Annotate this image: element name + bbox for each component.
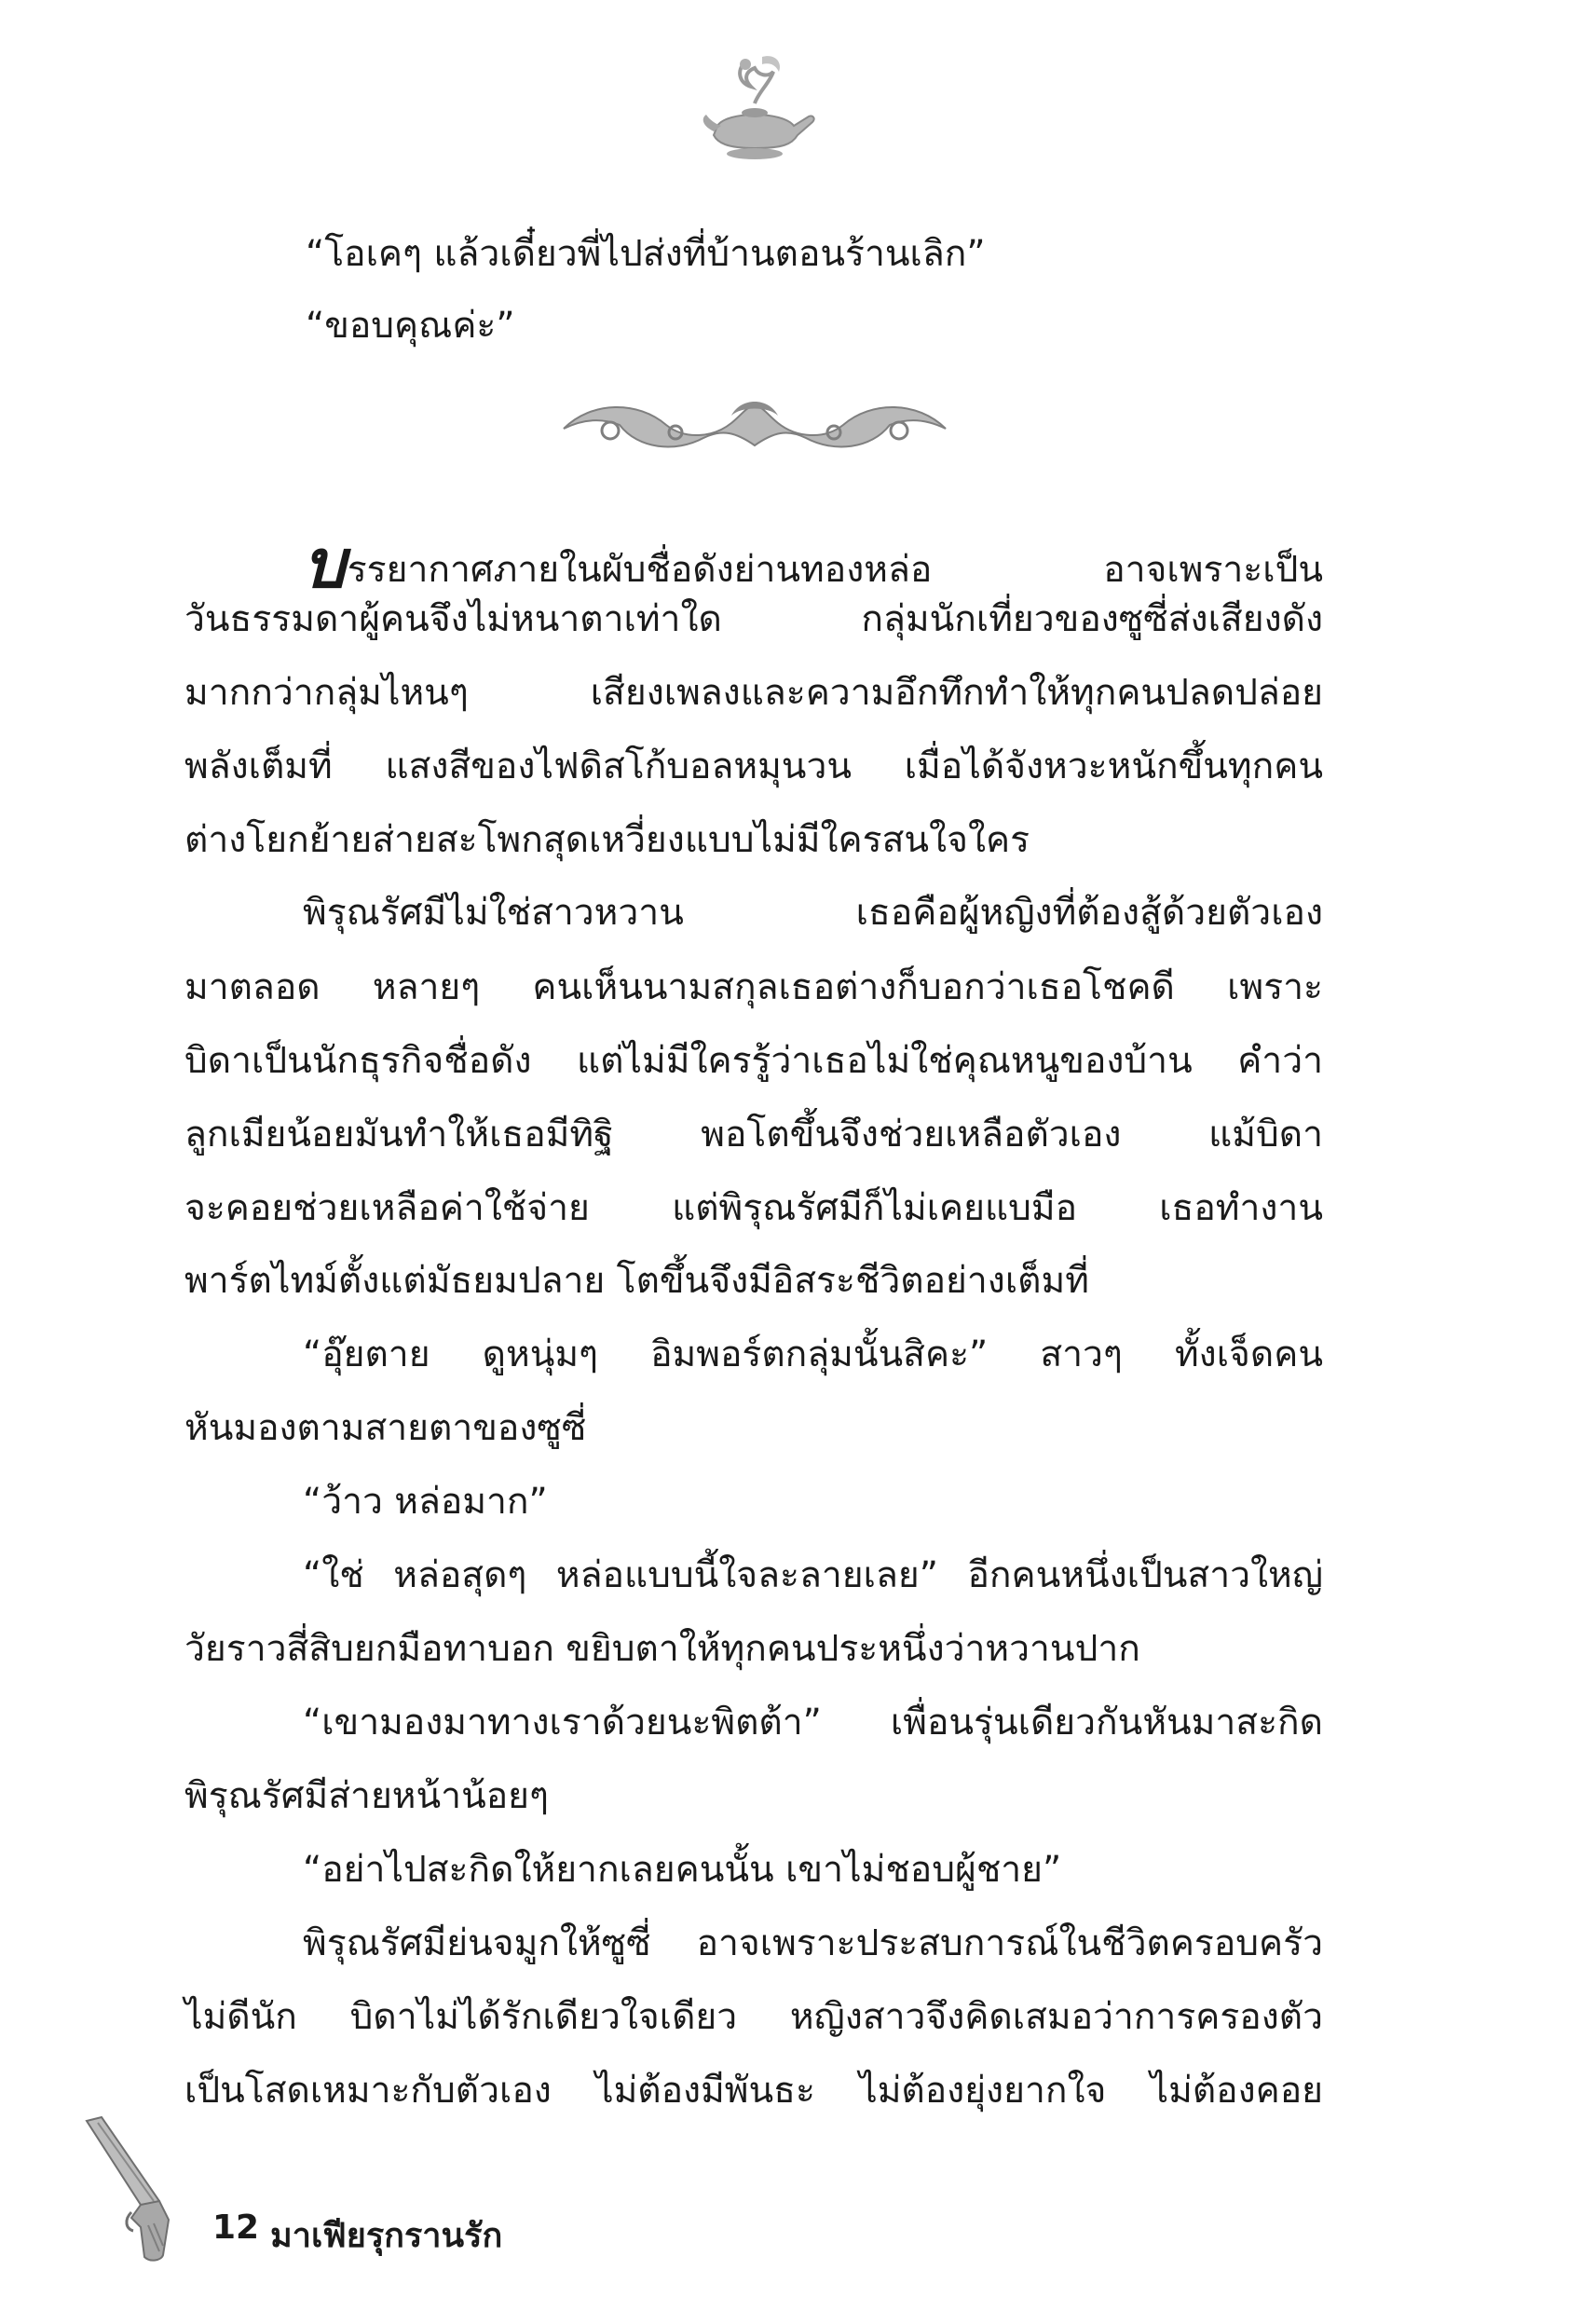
drop-cap: บ — [303, 524, 346, 603]
paragraph-line: พลังเต็มที่ แสงสีของไฟดิสโก้บอลหมุนวน เมื่อได้จังหวะหนักขึ้นทุกคน — [184, 745, 1323, 787]
body-line: พิรุณรัศมีย่นจมูกให้ซูซี่ อาจเพราะประสบการณ์ในชีวิตครอบครัว — [303, 1922, 1323, 1964]
magic-lamp-icon — [689, 51, 820, 163]
scroll-ornament-icon — [554, 391, 955, 457]
dialogue-line: “โอเคๆ แล้วเดี๋ยวพี่ไปส่งที่บ้านตอนร้านเลิก” — [306, 233, 986, 275]
pistol-icon — [79, 2115, 191, 2264]
body-line: “ใช่ หล่อสุดๆ หล่อแบบนี้ใจละลายเลย” อีกคนหนึ่งเป็นสาวใหญ่ — [303, 1554, 1323, 1596]
body-line: วัยราวสี่สิบยกมือทาบอก ขยิบตาให้ทุกคนประหนึ่งว่าหวานปาก — [184, 1628, 1140, 1670]
body-line: “เขามองมาทางเราด้วยนะพิตต้า” เพื่อนรุ่นเดียวกันหันมาสะกิด — [303, 1702, 1323, 1744]
body-line: ลูกเมียน้อยมันทำให้เธอมีทิฐิ พอโตขึ้นจึงช่วยเหลือตัวเอง แม้บิดา — [184, 1114, 1323, 1156]
body-line: มาตลอด หลายๆ คนเห็นนามสกุลเธอต่างก็บอกว่าเธอโชคดี เพราะ — [184, 966, 1323, 1008]
body-line: เป็นโสดเหมาะกับตัวเอง ไม่ต้องมีพันธะ ไม่ต้องยุ่งยากใจ ไม่ต้องคอย — [184, 2070, 1323, 2112]
body-line: พาร์ตไทม์ตั้งแต่มัธยมปลาย โตขึ้นจึงมีอิสระชีวิตอย่างเต็มที่ — [184, 1260, 1089, 1302]
book-title: มาเฟียรุกรานรัก — [270, 2217, 503, 2255]
body-line: “อย่าไปสะกิดให้ยากเลยคนนั้น เขาไม่ชอบผู้ชาย” — [303, 1849, 1062, 1891]
body-line: พิรุณรัศมีไม่ใช่สาวหวาน เธอคือผู้หญิงที่ต้องสู้ด้วยตัวเอง — [303, 892, 1323, 934]
paragraph-text: รรยากาศภายในผับชื่อดังย่านทองหล่อ อาจเพราะเป็น — [347, 549, 1323, 591]
body-line: จะคอยช่วยเหลือค่าใช้จ่าย แต่พิรุณรัศมีก็ไม่เคยแบมือ เธอทำงาน — [184, 1187, 1323, 1229]
body-line: ไม่ดีนัก บิดาไม่ได้รักเดียวใจเดียว หญิงสาวจึงคิดเสมอว่าการครองตัว — [184, 1996, 1323, 2038]
paragraph-first-line — [303, 524, 1323, 603]
body-line: พิรุณรัศมีส่ายหน้าน้อยๆ — [184, 1775, 549, 1817]
body-line: บิดาเป็นนักธุรกิจชื่อดัง แต่ไม่มีใครรู้ว่าเธอไม่ใช่คุณหนูของบ้าน คำว่า — [184, 1040, 1323, 1082]
paragraph-line: วันธรรมดาผู้คนจึงไม่หนาตาเท่าใด กลุ่มนักเที่ยวของซูซี่ส่งเสียงดัง — [184, 598, 1323, 640]
paragraph-line: มากกว่ากลุ่มไหนๆ เสียงเพลงและความอึกทึกทำให้ทุกคนปลดปล่อย — [184, 672, 1323, 714]
body-line: “อุ๊ยตาย ดูหนุ่มๆ อิมพอร์ตกลุ่มนั้นสิคะ” สาวๆ ทั้งเจ็ดคน — [303, 1333, 1323, 1375]
body-line: “ว้าว หล่อมาก” — [303, 1481, 548, 1523]
page-number: 12 — [212, 2208, 260, 2247]
paragraph-line: ต่างโยกย้ายส่ายสะโพกสุดเหวี่ยงแบบไม่มีใครสนใจใคร — [184, 819, 1030, 861]
dialogue-line: “ขอบคุณค่ะ” — [306, 305, 515, 347]
body-line: หันมองตามสายตาของซูซี่ — [184, 1407, 587, 1449]
